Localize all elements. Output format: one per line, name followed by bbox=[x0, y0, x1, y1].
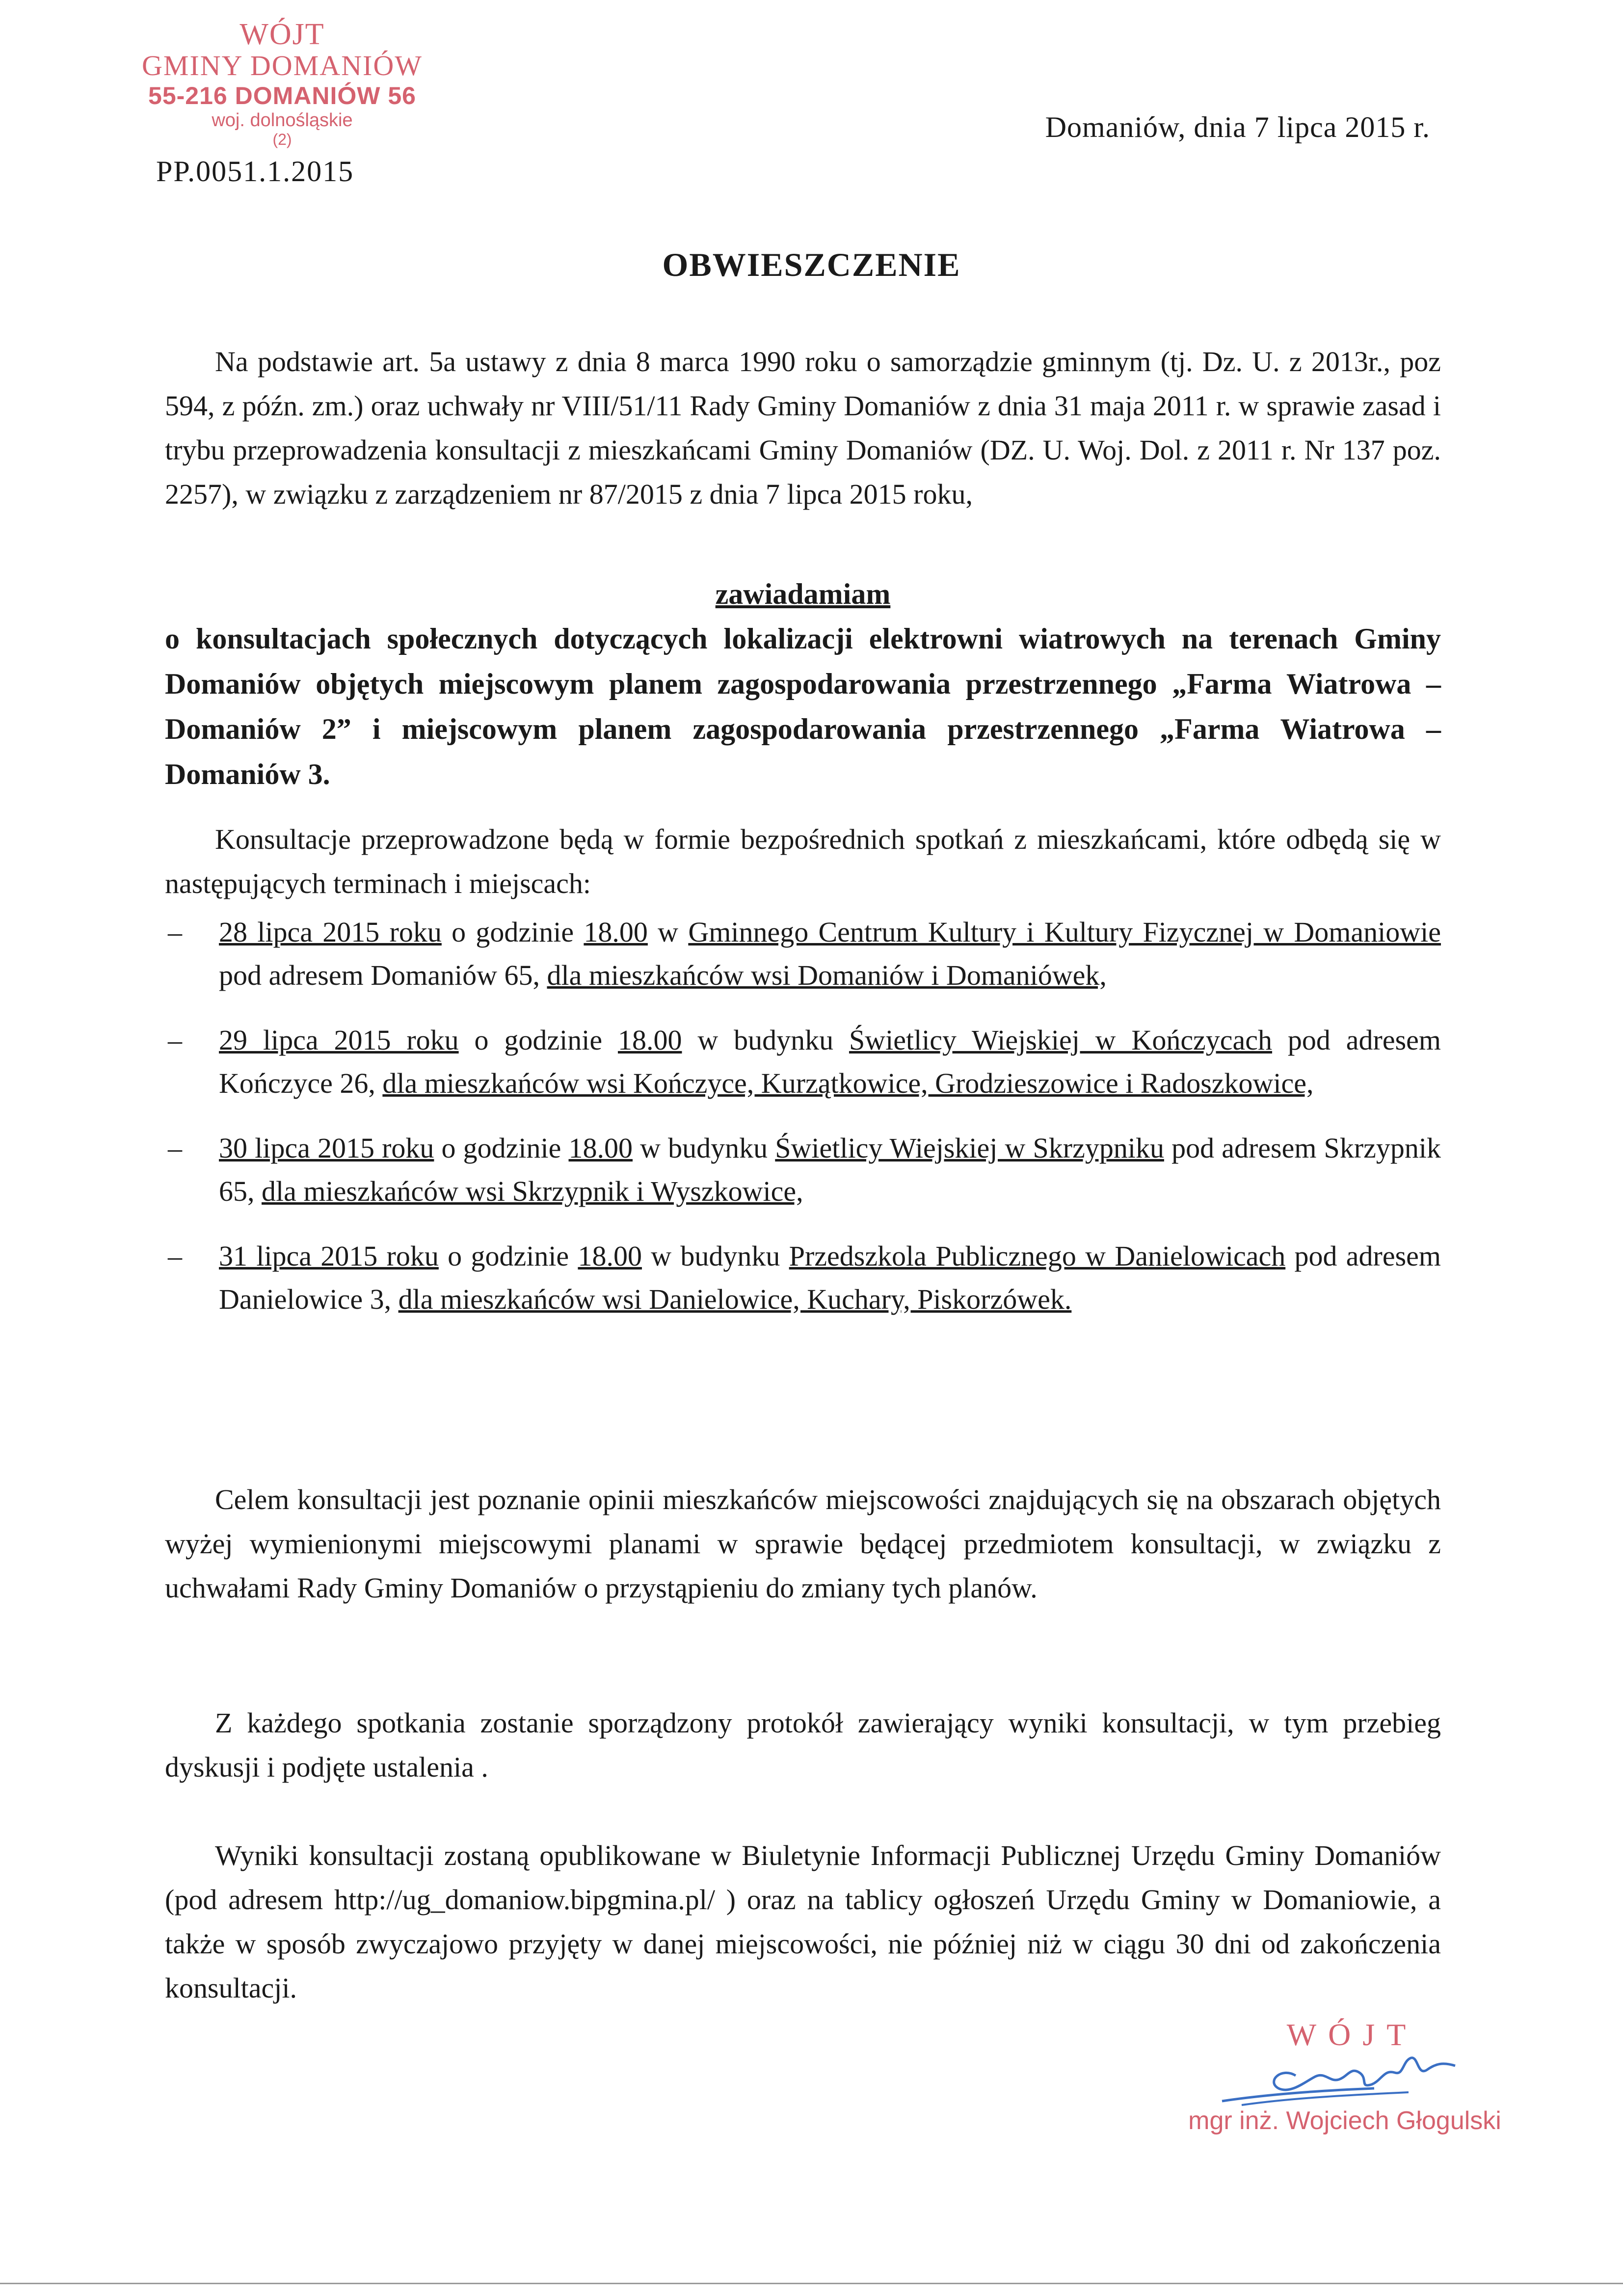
stamp-line-4: woj. dolnośląskie bbox=[212, 110, 353, 131]
dash-bullet: – bbox=[168, 1024, 182, 1056]
meeting-item bbox=[165, 1127, 1441, 1213]
meeting-text: w bbox=[647, 916, 689, 948]
meeting-residents: dla mieszkańców wsi Danielowice, Kuchary, Piskorzówek. bbox=[398, 1283, 1072, 1315]
meeting-text: o godzinie bbox=[434, 1132, 569, 1164]
meeting-item bbox=[165, 1019, 1441, 1105]
stamp-line-1: WÓJT bbox=[239, 18, 325, 51]
purpose-paragraph: Celem konsultacji jest poznanie opinii mieszkańców miejscowości znajdujących się na obszarach objętych wyżej wymienionymi miejscowymi planami w sprawie będącej przedmiotem konsultacji, w związku z uchwałami Rady Gminy Domaniów o przystąpieniu do zmiany tych planów. bbox=[165, 1484, 1441, 1604]
meeting-text: o godzinie bbox=[438, 1240, 578, 1272]
meeting-date: 31 lipca 2015 roku bbox=[219, 1240, 439, 1272]
reference-number: PP.0051.1.2015 bbox=[156, 155, 354, 188]
meeting-date: 29 lipca 2015 roku bbox=[219, 1024, 459, 1056]
meeting-text: w budynku bbox=[633, 1132, 775, 1164]
office-stamp bbox=[125, 19, 439, 148]
meeting-item bbox=[165, 911, 1441, 997]
results-paragraph: Wyniki konsultacji zostaną opublikowane w Biuletynie Informacji Publicznej Urzędu Gminy Domaniów (pod adresem http://ug_domaniow.bipgmina.pl/ ) oraz na tablicy ogłoszeń Urzędu Gminy w Domaniowie, a także w sposób zwyczajowo przyjęty w danej miejscowości, nie później niż w ciągu 30 dni od zakończenia konsultacji. bbox=[165, 1839, 1441, 2004]
stamp-line-5: (2) bbox=[272, 131, 292, 148]
meeting-place: Przedszkola Publicznego w Danielowicach bbox=[789, 1240, 1286, 1272]
meeting-date: 30 lipca 2015 roku bbox=[219, 1132, 434, 1164]
intro-paragraph: Na podstawie art. 5a ustawy z dnia 8 marca 1990 roku o samorządzie gminnym (tj. Dz. U. z 2013r., poz 594, z późn. zm.) oraz uchwały nr VIII/51/11 Rady Gminy Domaniów z dnia 31 maja 2011 r. w sprawie zasad i trybu przeprowadzenia konsultacji z mieszkańcami Gminy Domaniów (DZ. U. Woj. Dol. z 2011 r. Nr 137 poz. 2257), w związku z zarządzeniem nr 87/2015 z dnia 7 lipca 2015 roku, bbox=[165, 346, 1441, 510]
signature-block bbox=[1144, 2018, 1536, 2135]
document-date: Domaniów, dnia 7 lipca 2015 r. bbox=[1045, 111, 1430, 143]
meeting-residents: dla mieszkańców wsi Domaniów i Domaniówek, bbox=[547, 959, 1107, 991]
document-title: OBWIESZCZENIE bbox=[662, 246, 961, 283]
meeting-place: Świetlicy Wiejskiej w Kończycach bbox=[849, 1024, 1273, 1056]
dash-bullet: – bbox=[168, 1240, 182, 1272]
page-bottom-divider bbox=[0, 2283, 1623, 2284]
signatory-name: mgr inż. Wojciech Głogulski bbox=[1188, 2107, 1501, 2135]
meeting-time: 18.00 bbox=[584, 916, 648, 948]
meeting-text: o godzinie bbox=[458, 1024, 618, 1056]
meeting-time: 18.00 bbox=[617, 1024, 682, 1056]
protocol-paragraph: Z każdego spotkania zostanie sporządzony protokół zawierający wyniki konsultacji, w tym przebieg dyskusji i podjęte ustalenia . bbox=[165, 1707, 1441, 1783]
stamp-line-2: GMINY DOMANIÓW bbox=[142, 50, 423, 81]
signature-title: WÓJT bbox=[1286, 2017, 1418, 2052]
meeting-item bbox=[165, 1235, 1441, 1321]
meeting-list bbox=[165, 911, 1441, 1343]
meeting-text: pod adresem Skrzypnik 65, bbox=[219, 1132, 1441, 1207]
meeting-text: o godzinie bbox=[441, 916, 584, 948]
meeting-residents: dla mieszkańców wsi Kończyce, Kurzątkowice, Grodzieszowice i Radoszkowice, bbox=[382, 1067, 1314, 1099]
announce-heading: zawiadamiam bbox=[715, 578, 891, 610]
meeting-text: w budynku bbox=[682, 1024, 849, 1056]
subject-paragraph: o konsultacjach społecznych dotyczących lokalizacji elektrowni wiatrowych na terenach Gminy Domaniów objętych miejscowym planem zagospodarowania przestrzennego „Farma Wiatrowa – Domaniów 2” i miejscowym planem zagospodarowania przestrzennego „Farma Wiatrowa – Domaniów 3. bbox=[165, 622, 1441, 790]
meeting-place: Gminnego Centrum Kultury i Kultury Fizycznej w Domaniowie bbox=[688, 916, 1441, 948]
consultation-intro: Konsultacje przeprowadzone będą w formie bezpośrednich spotkań z mieszkańcami, które odbędą się w następujących terminach i miejscach: bbox=[165, 823, 1441, 899]
meeting-time: 18.00 bbox=[568, 1132, 633, 1164]
meeting-text: pod adresem Danielowice 3, bbox=[219, 1240, 1441, 1315]
meeting-text: pod adresem Kończyce 26, bbox=[219, 1024, 1441, 1099]
stamp-line-3: 55-216 DOMANIÓW 56 bbox=[148, 82, 416, 109]
meeting-date: 28 lipca 2015 roku bbox=[219, 916, 442, 948]
dash-bullet: – bbox=[168, 1132, 182, 1164]
dash-bullet: – bbox=[168, 916, 182, 948]
handwritten-signature bbox=[1212, 2047, 1467, 2111]
meeting-text: pod adresem Domaniów 65, bbox=[219, 959, 547, 991]
meeting-text: w budynku bbox=[641, 1240, 789, 1272]
meeting-residents: dla mieszkańców wsi Skrzypnik i Wyszkowice, bbox=[262, 1175, 803, 1207]
meeting-place: Świetlicy Wiejskiej w Skrzypniku bbox=[775, 1132, 1164, 1164]
meeting-time: 18.00 bbox=[578, 1240, 642, 1272]
